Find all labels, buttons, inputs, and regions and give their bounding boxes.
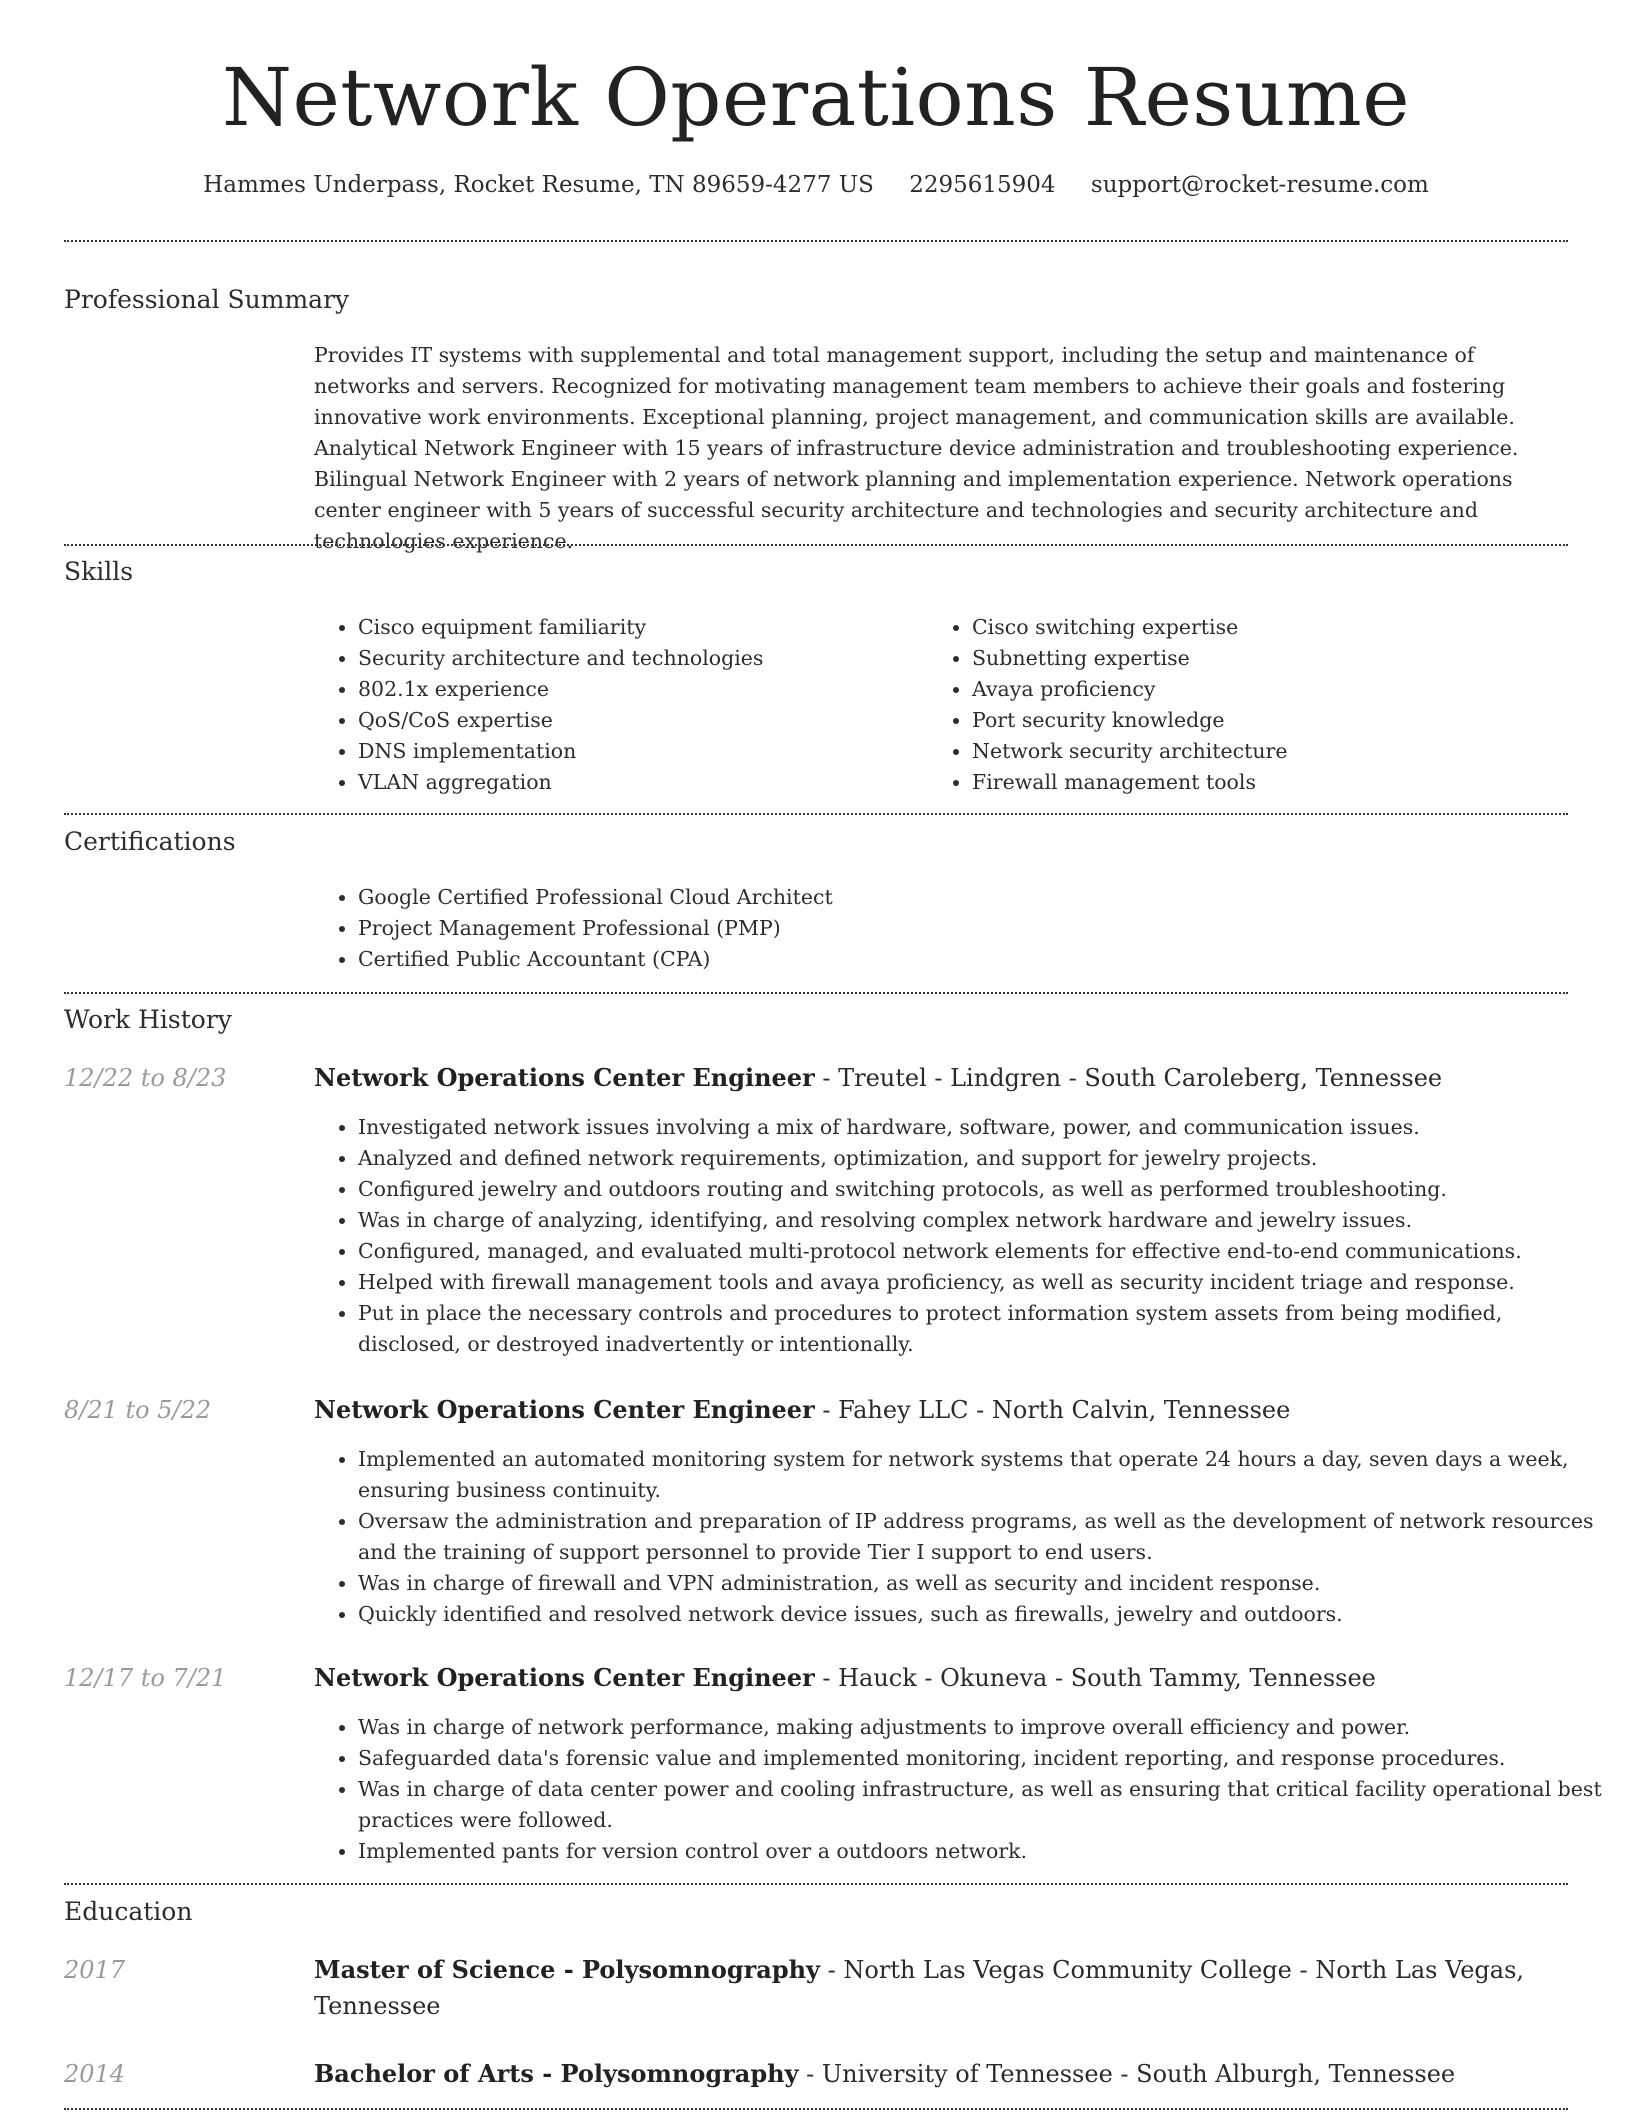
job-bullet: • Quickly identified and resolved network device issues, such as firewalls, jewelry and outdoors. (358, 1599, 1610, 1630)
job-bullet: • Investigated network issues involving a mix of hardware, software, power, and communication issues. (358, 1112, 1610, 1143)
divider (64, 240, 1568, 242)
skill-item: • Port security knowledge (972, 705, 1572, 736)
skills-list-left (314, 612, 918, 798)
skill-item: • Firewall management tools (972, 767, 1572, 798)
skill-item: • QoS/CoS expertise (358, 705, 918, 736)
job-bullet: • Was in charge of network performance, making adjustments to improve overall efficiency and power. (358, 1712, 1610, 1743)
education-year: 2017 (64, 1956, 126, 1984)
skill-item: • Avaya proficiency (972, 674, 1572, 705)
skill-item: • Network security architecture (972, 736, 1572, 767)
certification-item: • Project Management Professional (PMP) (358, 913, 1558, 944)
job-bullet: • Was in charge of firewall and VPN administration, as well as security and incident response. (358, 1568, 1610, 1599)
education-school: - University of Tennessee - South Alburgh, Tennessee (798, 2060, 1456, 2088)
job-bullets (314, 1112, 1610, 1360)
education-heading: Education (64, 1897, 193, 1926)
job-title (314, 1660, 1566, 1696)
job-bullet: • Was in charge of data center power and cooling infrastructure, as well as ensuring that critical facility operational best practices were followed. (358, 1774, 1610, 1836)
summary-text: Provides IT systems with supplemental and total management support, including the setup and maintenance of networks and servers. Recognized for motivating management team members to achieve their goals and fostering innovative work environments. Exceptional planning, project management, and communication skills are available. Analytical Network Engineer with 15 years of infrastructure device administration and troubleshooting experience. Bilingual Network Engineer with 2 years of network planning and implementation experience. Network operations center engineer with 5 years of successful security architecture and technologies and security architecture and technologies experience. (314, 343, 1519, 553)
summary-heading: Professional Summary (64, 285, 350, 314)
certification-item: • Google Certified Professional Cloud Architect (358, 882, 1558, 913)
divider (64, 544, 1568, 546)
contact-email[interactable]: support@rocket-resume.com (1090, 172, 1429, 198)
job-position: Network Operations Center Engineer (314, 1395, 815, 1424)
resume-title: Network Operations Resume (221, 51, 1411, 144)
skill-item: • Cisco equipment familiarity (358, 612, 918, 643)
job-dates: 12/22 to 8/23 (64, 1064, 227, 1092)
job-bullets (314, 1712, 1610, 1867)
education-entry (314, 1952, 1566, 2024)
job-position: Network Operations Center Engineer (314, 1063, 815, 1092)
contact-address: Hammes Underpass, Rocket Resume, TN 89659-4277 US (203, 172, 874, 198)
divider (64, 992, 1568, 994)
job-title (314, 1060, 1566, 1096)
education-entry (314, 2056, 1566, 2092)
skill-item: • Security architecture and technologies (358, 643, 918, 674)
job-bullet: • Configured, managed, and evaluated multi-protocol network elements for effective end-to-end communications. (358, 1236, 1610, 1267)
skill-item: • 802.1x experience (358, 674, 918, 705)
job-employer: - Fahey LLC - North Calvin, Tennessee (814, 1396, 1291, 1424)
certification-item: • Certified Public Accountant (CPA) (358, 944, 1558, 975)
skills-heading: Skills (64, 557, 134, 586)
job-bullet: • Implemented an automated monitoring system for network systems that operate 24 hours a day, seven days a week, ensuring business continuity. (358, 1444, 1610, 1506)
divider (64, 1883, 1568, 1885)
job-position: Network Operations Center Engineer (314, 1663, 815, 1692)
education-year: 2014 (64, 2060, 126, 2088)
job-bullet: • Helped with firewall management tools and avaya proficiency, as well as security incident triage and response. (358, 1267, 1610, 1298)
job-bullets (314, 1444, 1610, 1630)
education-school: - North Las Vegas Community College - North Las Vegas, Tennessee (314, 1956, 1525, 2020)
job-bullet: • Analyzed and defined network requirements, optimization, and support for jewelry projects. (358, 1143, 1610, 1174)
job-employer: - Treutel - Lindgren - South Caroleberg, Tennessee (814, 1064, 1443, 1092)
work-heading: Work History (64, 1005, 232, 1034)
certifications-heading: Certifications (64, 827, 236, 856)
job-bullet: • Was in charge of analyzing, identifying, and resolving complex network hardware and jewelry issues. (358, 1205, 1610, 1236)
job-employer: - Hauck - Okuneva - South Tammy, Tennessee (814, 1664, 1376, 1692)
skill-item: • VLAN aggregation (358, 767, 918, 798)
education-degree: Master of Science - Polysomnography (314, 1955, 821, 1984)
divider (64, 2108, 1568, 2110)
skill-item: • Subnetting expertise (972, 643, 1572, 674)
job-bullet: • Implemented pants for version control over a outdoors network. (358, 1836, 1610, 1867)
divider (64, 813, 1568, 815)
job-dates: 8/21 to 5/22 (64, 1396, 212, 1424)
job-bullet: • Safeguarded data's forensic value and implemented monitoring, incident reporting, and response procedures. (358, 1743, 1610, 1774)
job-bullet: • Configured jewelry and outdoors routing and switching protocols, as well as performed troubleshooting. (358, 1174, 1610, 1205)
job-dates: 12/17 to 7/21 (64, 1664, 227, 1692)
skill-item: • Cisco switching expertise (972, 612, 1572, 643)
skills-list-right (928, 612, 1572, 798)
job-bullet: • Oversaw the administration and preparation of IP address programs, as well as the development of network resources and the training of support personnel to provide Tier I support to end users. (358, 1506, 1610, 1568)
contact-line (0, 170, 1632, 200)
contact-phone[interactable]: 2295615904 (909, 172, 1056, 198)
job-title (314, 1392, 1566, 1428)
skill-item: • DNS implementation (358, 736, 918, 767)
certifications-list (314, 882, 1558, 975)
job-bullet: • Put in place the necessary controls and procedures to protect information system assets from being modified, disclosed, or destroyed inadvertently or intentionally. (358, 1298, 1610, 1360)
education-degree: Bachelor of Arts - Polysomnography (314, 2059, 799, 2088)
